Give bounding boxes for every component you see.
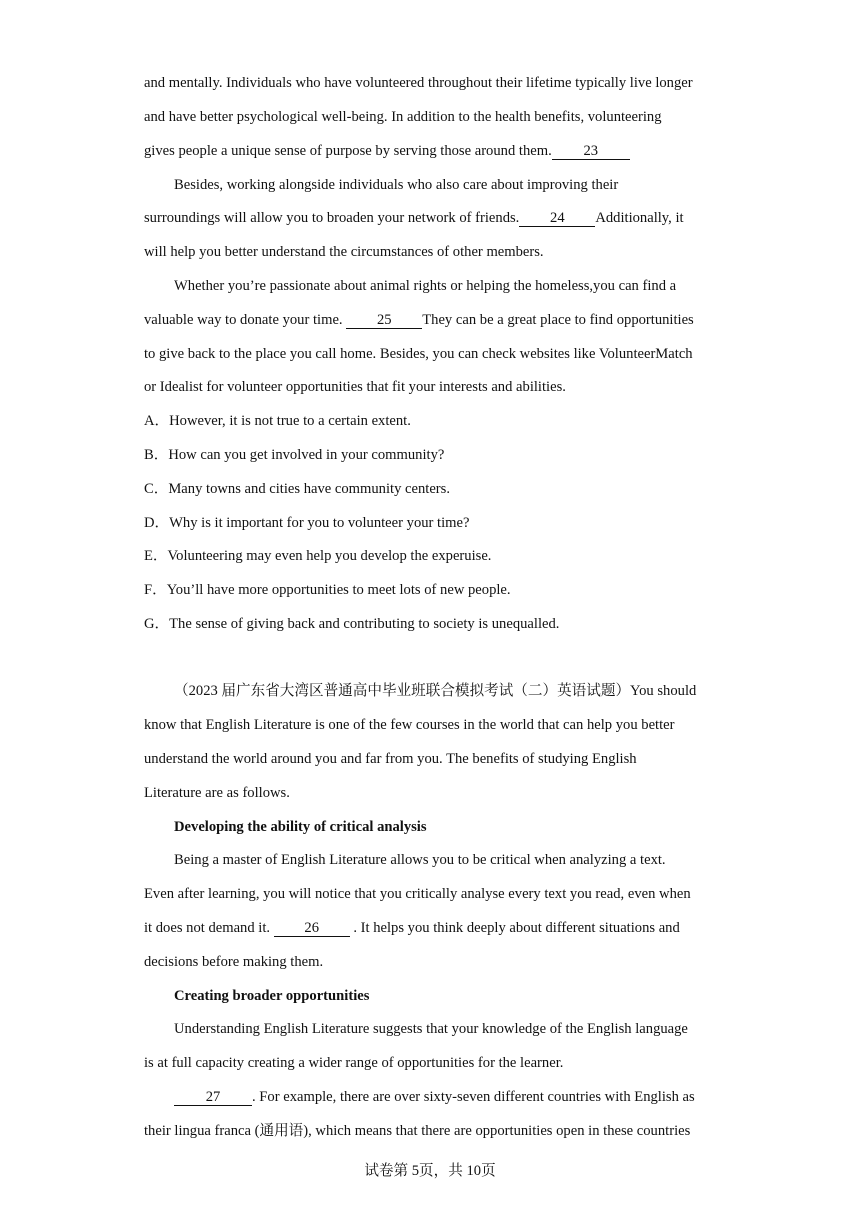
option-a: A．However, it is not true to a certain extent. [144, 413, 411, 429]
passage-text: They can be a great place to find opportunities [422, 312, 694, 328]
passage-text: surroundings will allow you to broaden your network of friends. [144, 210, 520, 226]
passage-text: Additionally, it [595, 210, 684, 226]
passage-text: . For example, there are over sixty-seven different countries with English as [252, 1089, 695, 1105]
blank-24: 24 [519, 210, 595, 227]
passage-line [144, 918, 680, 938]
passage-line [174, 1087, 695, 1107]
passage-line: understand the world around you and far from you. The benefits of studying English [144, 751, 637, 767]
option-f: F．You’ll have more opportunities to meet lots of new people. [144, 582, 511, 598]
blank-26: 26 [274, 920, 350, 937]
blank-27: 27 [174, 1089, 252, 1106]
passage-line: know that English Literature is one of the few courses in the world that can help you better [144, 717, 675, 733]
passage-line: and mentally. Individuals who have volunteered throughout their lifetime typically live longer [144, 75, 693, 91]
passage-line: Being a master of English Literature allows you to be critical when analyzing a text. [174, 852, 666, 868]
option-e: E．Volunteering may even help you develop the experuise. [144, 548, 492, 564]
passage-line: Even after learning, you will notice that you critically analyse every text you read, even when [144, 886, 691, 902]
page-footer: 试卷第 5页，共 10页 [364, 1163, 496, 1179]
passage-line: Understanding English Literature suggests that your knowledge of the English language [174, 1021, 688, 1037]
passage-line: Besides, working alongside individuals who also care about improving their [174, 177, 619, 193]
passage-line: to give back to the place you call home. Besides, you can check websites like VolunteerMatch [144, 346, 693, 362]
option-d: D．Why is it important for you to volunteer your time? [144, 515, 470, 531]
passage-line: and have better psychological well-being. In addition to the health benefits, volunteering [144, 109, 662, 125]
section-heading: Developing the ability of critical analysis [174, 819, 427, 835]
passage-line [144, 310, 694, 330]
blank-25: 25 [346, 312, 422, 329]
passage-line: （2023 届广东省大湾区普通高中毕业班联合模拟考试（二）英语试题）You should [174, 683, 697, 699]
passage-line [144, 141, 630, 161]
passage-line: decisions before making them. [144, 954, 324, 970]
passage-line: Whether you’re passionate about animal rights or helping the homeless,you can find a [174, 278, 677, 294]
passage-line: is at full capacity creating a wider range of opportunities for the learner. [144, 1055, 564, 1071]
option-b: B．How can you get involved in your community? [144, 447, 445, 463]
blank-23: 23 [552, 143, 630, 160]
passage-text: it does not demand it. [144, 920, 274, 936]
passage-text: . It helps you think deeply about different situations and [349, 920, 680, 936]
passage-text: gives people a unique sense of purpose by serving those around them. [144, 143, 552, 159]
passage-line: or Idealist for volunteer opportunities that fit your interests and abilities. [144, 379, 566, 395]
option-g: G．The sense of giving back and contributing to society is unequalled. [144, 616, 560, 632]
passage-text: valuable way to donate your time. [144, 312, 347, 328]
passage-line [144, 208, 684, 228]
option-c: C．Many towns and cities have community centers. [144, 481, 450, 497]
passage-line: their lingua franca (通用语), which means that there are opportunities open in these countries [144, 1123, 691, 1139]
passage-line: will help you better understand the circumstances of other members. [144, 244, 544, 260]
section-heading: Creating broader opportunities [174, 988, 370, 1004]
passage-line: Literature are as follows. [144, 785, 290, 801]
